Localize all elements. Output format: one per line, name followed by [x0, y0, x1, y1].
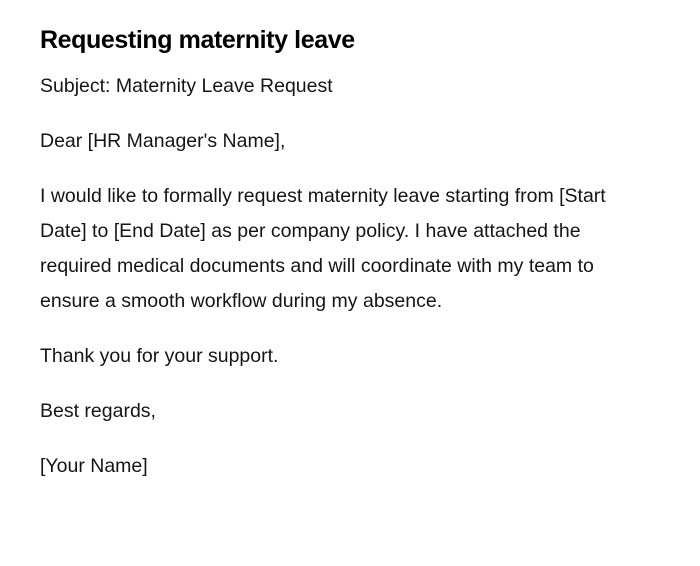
letter-subject: Subject: Maternity Leave Request — [40, 75, 333, 97]
letter-signature: [Your Name] — [40, 455, 148, 477]
letter-thanks: Thank you for your support. — [40, 345, 279, 367]
letter-closing: Best regards, — [40, 400, 156, 422]
document-title: Requesting maternity leave — [40, 26, 355, 54]
letter-body: I would like to formally request maternity leave starting from [Start Date] to [End Date] as per company policy. I have attached the required medical documents and will coordinate with my team to ensure a smooth workflow during my absence. — [40, 185, 606, 312]
letter-greeting: Dear [HR Manager's Name], — [40, 130, 286, 152]
letter-document — [40, 22, 650, 484]
